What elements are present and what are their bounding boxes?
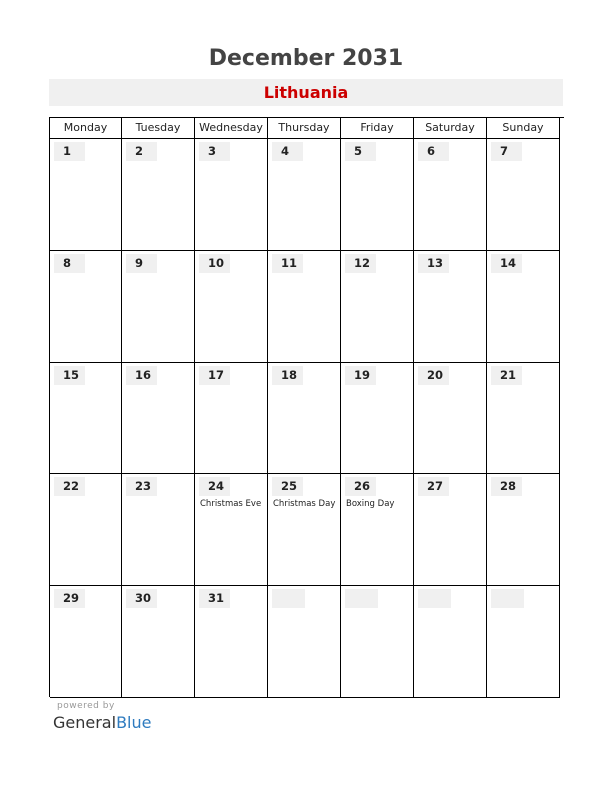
calendar-week-row bbox=[50, 251, 564, 363]
day-number: 31 bbox=[199, 589, 230, 608]
day-number: 7 bbox=[491, 142, 522, 161]
weekday-header: Friday bbox=[341, 118, 414, 139]
day-number: 19 bbox=[345, 366, 376, 385]
day-cell[interactable] bbox=[268, 474, 341, 586]
brand-blue: Blue bbox=[116, 713, 152, 732]
day-cell[interactable] bbox=[341, 139, 414, 251]
weekday-header: Saturday bbox=[414, 118, 487, 139]
day-cell[interactable] bbox=[341, 586, 414, 698]
calendar-weeks bbox=[50, 139, 564, 698]
calendar-week-row bbox=[50, 363, 564, 475]
day-cell[interactable] bbox=[50, 139, 122, 251]
day-cell[interactable] bbox=[414, 251, 487, 363]
day-number: 11 bbox=[272, 254, 303, 273]
day-number: 17 bbox=[199, 366, 230, 385]
day-number: 22 bbox=[54, 477, 85, 496]
day-cell[interactable] bbox=[414, 139, 487, 251]
day-number: 24 bbox=[199, 477, 230, 496]
brand-general: General bbox=[53, 713, 117, 732]
day-cell[interactable] bbox=[414, 474, 487, 586]
weekday-header: Wednesday bbox=[195, 118, 268, 139]
day-cell[interactable] bbox=[487, 586, 560, 698]
day-cell[interactable] bbox=[341, 363, 414, 475]
day-cell[interactable] bbox=[341, 251, 414, 363]
day-number: 2 bbox=[126, 142, 157, 161]
day-number: 23 bbox=[126, 477, 157, 496]
day-number: 21 bbox=[491, 366, 522, 385]
day-number: 1 bbox=[54, 142, 85, 161]
day-number: 25 bbox=[272, 477, 303, 496]
day-cell[interactable] bbox=[50, 363, 122, 475]
powered-by-text: powered by bbox=[57, 701, 115, 711]
holiday-label: Boxing Day bbox=[346, 499, 395, 510]
day-number: 5 bbox=[345, 142, 376, 161]
holiday-label: Christmas Day bbox=[273, 499, 336, 510]
day-cell[interactable] bbox=[341, 474, 414, 586]
brand-logo[interactable] bbox=[53, 713, 151, 732]
day-number: 20 bbox=[418, 366, 449, 385]
day-cell[interactable] bbox=[122, 474, 195, 586]
day-number bbox=[418, 589, 451, 608]
calendar-week-row bbox=[50, 474, 564, 586]
day-cell[interactable] bbox=[195, 586, 268, 698]
day-number: 27 bbox=[418, 477, 449, 496]
day-number: 8 bbox=[54, 254, 85, 273]
weekday-header-row bbox=[50, 118, 564, 139]
day-number: 4 bbox=[272, 142, 303, 161]
day-cell[interactable] bbox=[268, 586, 341, 698]
day-cell[interactable] bbox=[487, 474, 560, 586]
day-cell[interactable] bbox=[122, 586, 195, 698]
weekday-header: Thursday bbox=[268, 118, 341, 139]
day-number: 3 bbox=[199, 142, 230, 161]
day-cell[interactable] bbox=[122, 251, 195, 363]
calendar-title: December 2031 bbox=[208, 46, 404, 71]
calendar-grid bbox=[49, 117, 564, 697]
calendar-week-row bbox=[50, 139, 564, 251]
day-cell[interactable] bbox=[50, 474, 122, 586]
day-cell[interactable] bbox=[268, 363, 341, 475]
day-cell[interactable] bbox=[414, 363, 487, 475]
day-cell[interactable] bbox=[268, 139, 341, 251]
day-cell[interactable] bbox=[195, 251, 268, 363]
day-number: 9 bbox=[126, 254, 157, 273]
day-number: 10 bbox=[199, 254, 230, 273]
day-number: 14 bbox=[491, 254, 522, 273]
holiday-label: Christmas Eve bbox=[200, 499, 262, 510]
day-number: 15 bbox=[54, 366, 85, 385]
day-cell[interactable] bbox=[487, 251, 560, 363]
day-number: 18 bbox=[272, 366, 303, 385]
day-number: 6 bbox=[418, 142, 449, 161]
calendar-week-row bbox=[50, 586, 564, 698]
country-banner bbox=[49, 79, 563, 106]
day-cell[interactable] bbox=[50, 586, 122, 698]
day-cell[interactable] bbox=[195, 139, 268, 251]
day-cell[interactable] bbox=[195, 474, 268, 586]
day-number bbox=[272, 589, 305, 608]
day-number: 30 bbox=[126, 589, 157, 608]
day-number bbox=[345, 589, 378, 608]
day-cell[interactable] bbox=[50, 251, 122, 363]
day-cell[interactable] bbox=[487, 363, 560, 475]
weekday-header: Sunday bbox=[487, 118, 560, 139]
day-number: 13 bbox=[418, 254, 449, 273]
day-cell[interactable] bbox=[122, 363, 195, 475]
weekday-header: Tuesday bbox=[122, 118, 195, 139]
day-cell[interactable] bbox=[195, 363, 268, 475]
weekday-header: Monday bbox=[50, 118, 122, 139]
country-label: Lithuania bbox=[263, 83, 349, 102]
day-number: 12 bbox=[345, 254, 376, 273]
day-number: 29 bbox=[54, 589, 85, 608]
day-number: 16 bbox=[126, 366, 157, 385]
day-number bbox=[491, 589, 524, 608]
day-number: 26 bbox=[345, 477, 376, 496]
day-cell[interactable] bbox=[487, 139, 560, 251]
day-cell[interactable] bbox=[122, 139, 195, 251]
day-cell[interactable] bbox=[414, 586, 487, 698]
day-number: 28 bbox=[491, 477, 522, 496]
day-cell[interactable] bbox=[268, 251, 341, 363]
